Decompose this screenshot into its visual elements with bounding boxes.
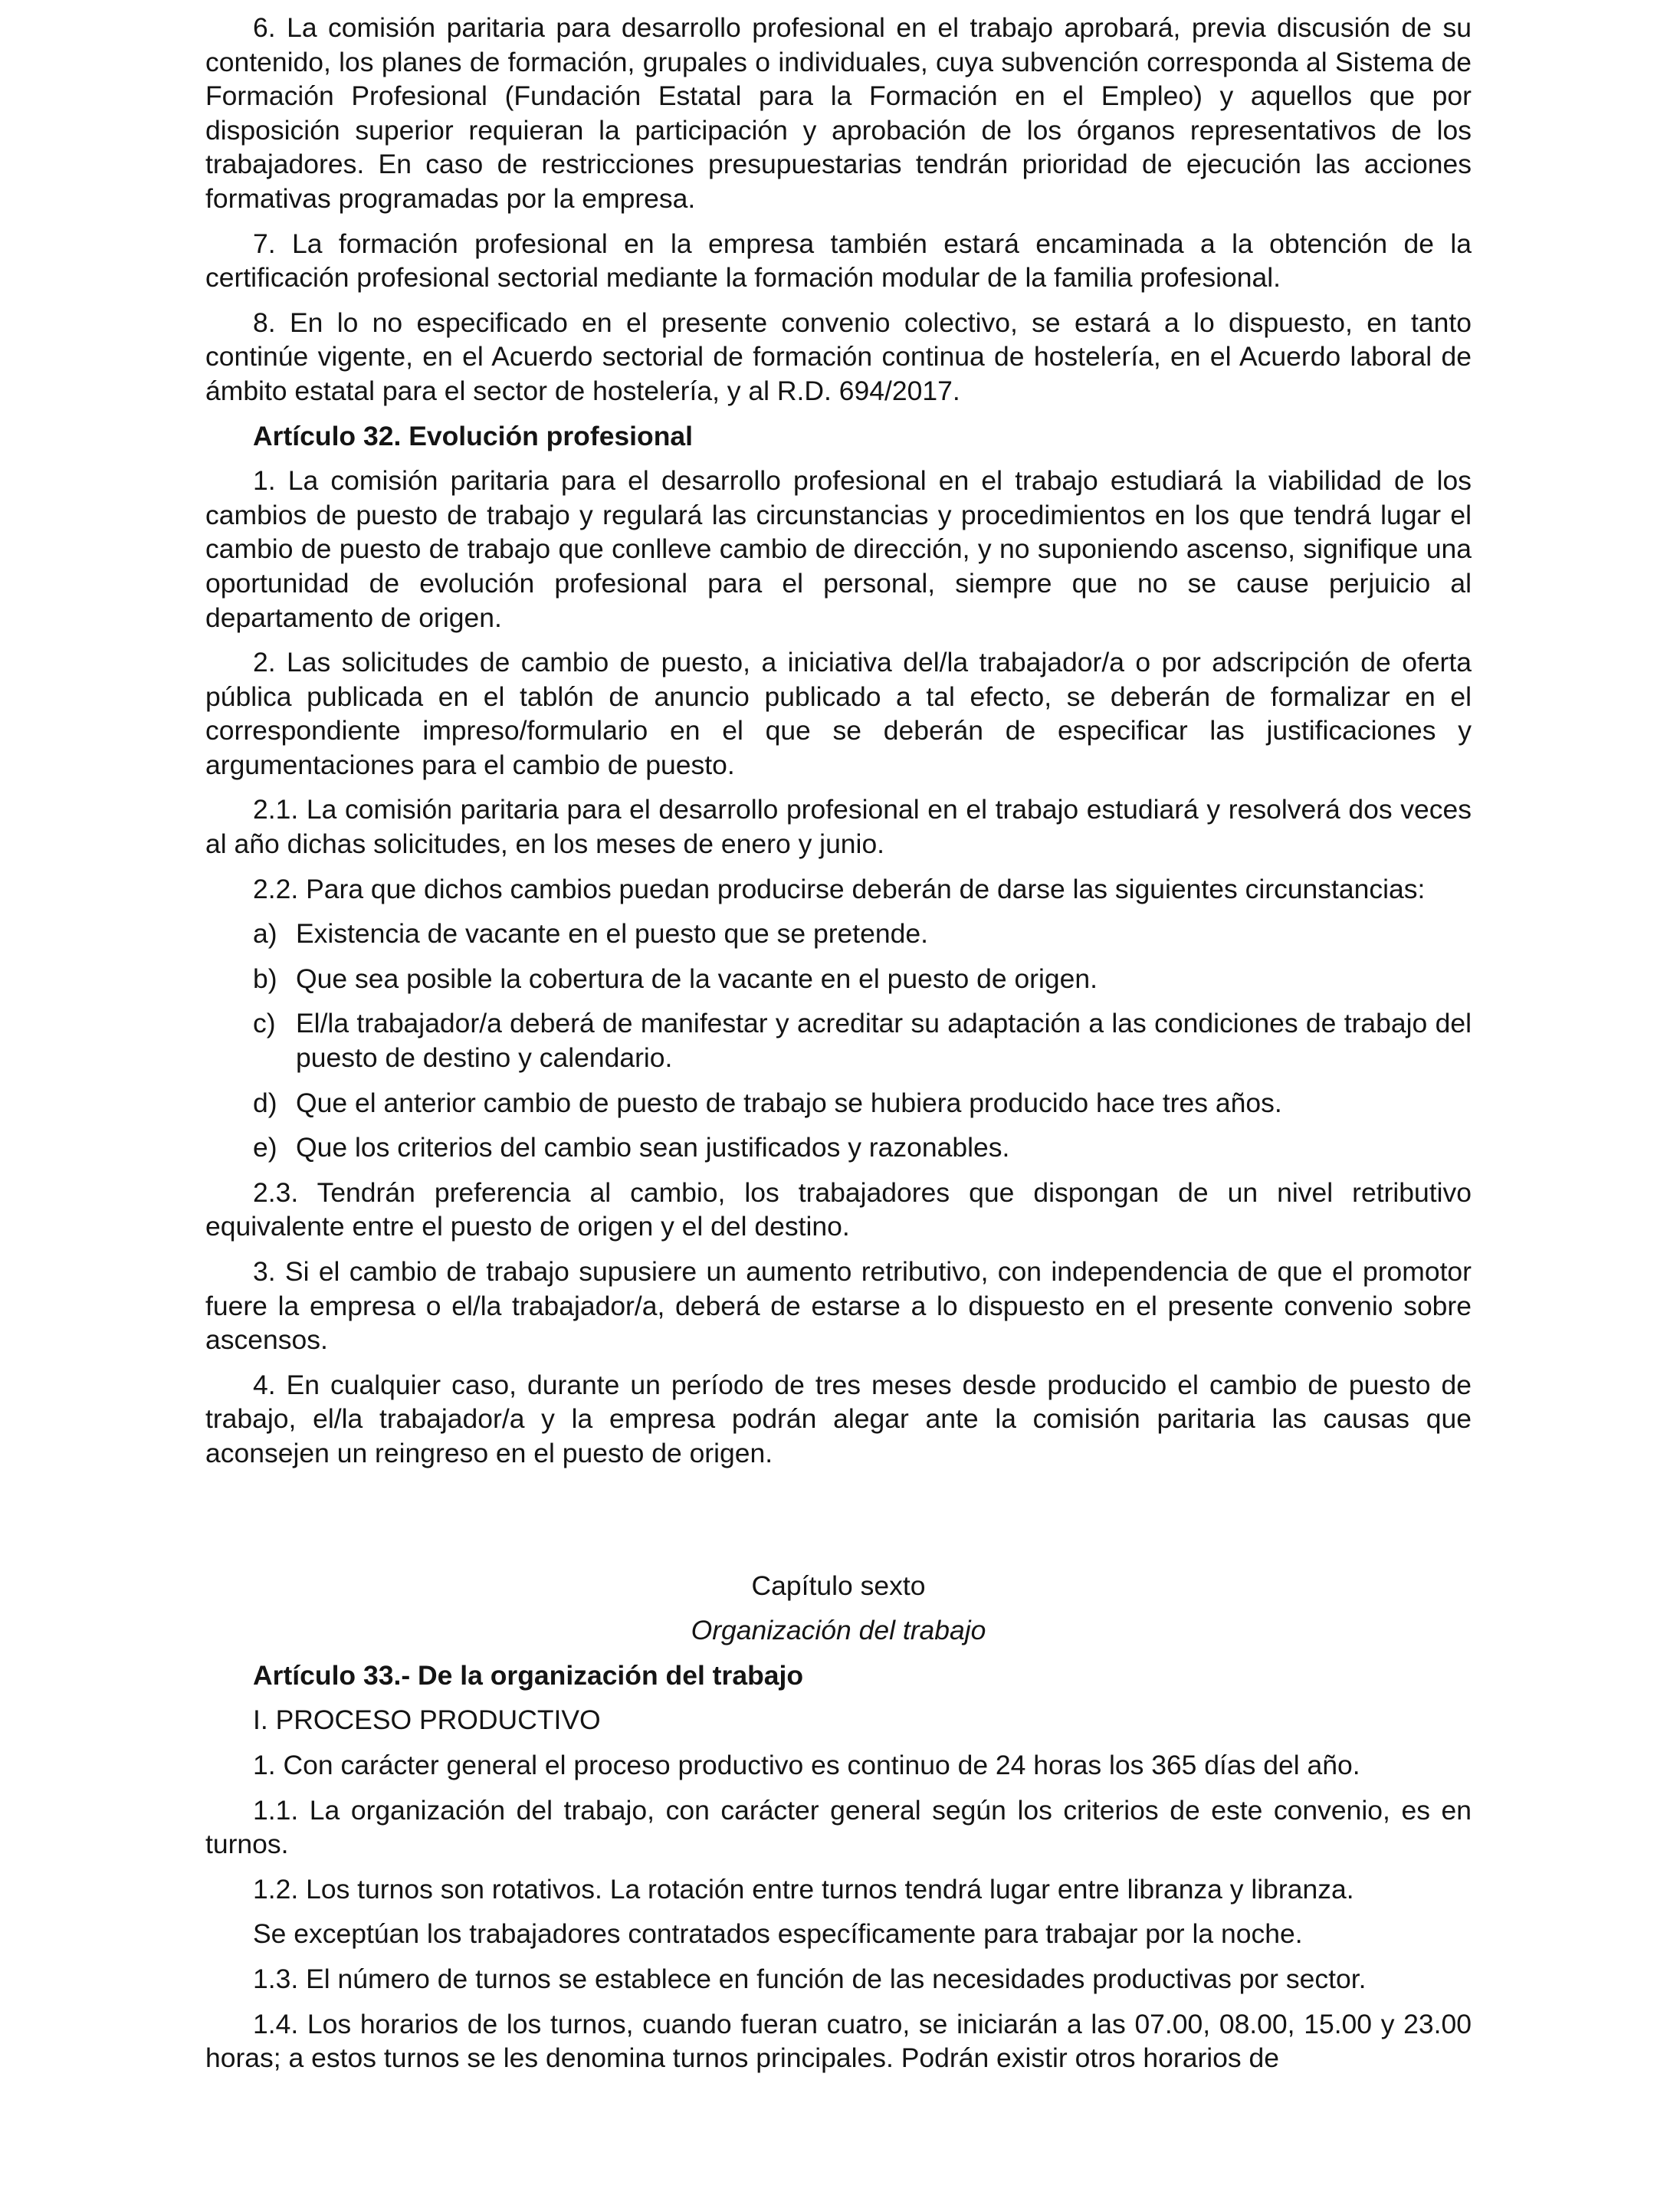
list-text: Que sea posible la cobertura de la vacante en el puesto de origen. bbox=[296, 963, 1098, 994]
art33-paragraph-1-4: 1.4. Los horarios de los turnos, cuando fueran cuatro, se iniciarán a las 07.00, 08.00, 15.00 y 23.00 horas; a estos turnos se les denomina turnos principales. Podrán existir otros horarios de bbox=[205, 2008, 1472, 2074]
chapter-title: Capítulo sexto bbox=[751, 1570, 926, 1601]
list-text: Que los criterios del cambio sean justificados y razonables. bbox=[296, 1132, 1010, 1163]
list-item-a bbox=[253, 917, 1472, 951]
list-text: El/la trabajador/a deberá de manifestar y acreditar su adaptación a las condiciones de trabajo del puesto de destino y calendario. bbox=[296, 1008, 1472, 1074]
art32-paragraph-4: 4. En cualquier caso, durante un período de tres meses desde producido el cambio de puesto de trabajo, el/la trabajador/a y la empresa podrán alegar ante la comisión paritaria las causas que aconsejen un reingreso en el puesto de origen. bbox=[205, 1369, 1472, 1468]
art33-paragraph-1-1: 1.1. La organización del trabajo, con carácter general según los criterios de este convenio, es en turnos. bbox=[205, 1794, 1472, 1860]
article-33-title: Artículo 33.- De la organización del trabajo bbox=[253, 1659, 804, 1691]
list-text: Existencia de vacante en el puesto que se pretende. bbox=[296, 918, 928, 950]
list-text: Que el anterior cambio de puesto de trabajo se hubiera producido hace tres años. bbox=[296, 1087, 1282, 1118]
list-label: c) bbox=[253, 1008, 276, 1039]
article-32-title: Artículo 32. Evolución profesional bbox=[253, 420, 694, 451]
art33-paragraph-1-3: 1.3. El número de turnos se establece en función de las necesidades productivas por sector. bbox=[253, 1963, 1367, 1994]
list-label: b) bbox=[253, 963, 277, 994]
chapter-subtitle: Organización del trabajo bbox=[691, 1615, 986, 1646]
art33-paragraph-1: 1. Con carácter general el proceso productivo es continuo de 24 horas los 365 días del año. bbox=[253, 1749, 1360, 1780]
paragraph-6: 6. La comisión paritaria para desarrollo profesional en el trabajo aprobará, previa discusión de su contenido, los planes de formación, grupales o individuales, cuya subvención corresponda al Sistema de Formación Profesional (Fundación Estatal para la Formación en el Empleo) y aquellos que por disposición superior requieran la participación y aprobación de los órganos representativos de los trabajadores. En caso de restricciones presupuestarias tendrán prioridad de ejecución las acciones formativas programadas por la empresa. bbox=[205, 12, 1472, 214]
document-page bbox=[205, 11, 1472, 2187]
art32-paragraph-2-3: 2.3. Tendrán preferencia al cambio, los trabajadores que dispongan de un nivel retributivo equivalente entre el puesto de origen y el del destino. bbox=[205, 1176, 1472, 1242]
list-label: d) bbox=[253, 1087, 277, 1118]
art32-paragraph-1: 1. La comisión paritaria para el desarrollo profesional en el trabajo estudiará la viabilidad de los cambios de puesto de trabajo y regulará las circunstancias y procedimientos en los que tendrá lugar el cambio de puesto de trabajo que conlleve cambio de dirección, y no suponiendo ascenso, signifique una oportunidad de evolución profesional para el personal, siempre que no se cause perjuicio al departamento de origen. bbox=[205, 465, 1472, 633]
art32-paragraph-2-1: 2.1. La comisión paritaria para el desarrollo profesional en el trabajo estudiará y resolverá dos veces al año dichas solicitudes, en los meses de enero y junio. bbox=[205, 794, 1472, 860]
list-item-c bbox=[253, 1006, 1472, 1075]
art32-paragraph-2: 2. Las solicitudes de cambio de puesto, a iniciativa del/la trabajador/a o por adscripción de oferta pública publicada en el tablón de anuncio publicado a tal efecto, se deberán de formalizar en el correspondiente impreso/formulario en el que se deberán de especificar las justificaciones y argumentaciones para el cambio de puesto. bbox=[205, 647, 1472, 780]
list-item-b bbox=[253, 962, 1472, 996]
list-item-d bbox=[253, 1086, 1472, 1120]
list-item-e bbox=[253, 1130, 1472, 1165]
art32-paragraph-3: 3. Si el cambio de trabajo supusiere un aumento retributivo, con independencia de que el promotor fuere la empresa o el/la trabajador/a, deberá de estarse a lo dispuesto en el presente convenio sobre ascensos. bbox=[205, 1256, 1472, 1356]
art33-paragraph-1-2-note: Se exceptúan los trabajadores contratados específicamente para trabajar por la noche. bbox=[253, 1918, 1303, 1950]
paragraph-7: 7. La formación profesional en la empresa también estará encaminada a la obtención de la certificación profesional sectorial mediante la formación modular de la familia profesional. bbox=[205, 228, 1472, 294]
section-heading: I. PROCESO PRODUCTIVO bbox=[253, 1704, 601, 1736]
list-label: e) bbox=[253, 1132, 277, 1163]
art32-paragraph-2-2: 2.2. Para que dichos cambios puedan producirse deberán de darse las siguientes circunstancias: bbox=[253, 873, 1426, 904]
list-label: a) bbox=[253, 918, 277, 950]
paragraph-8: 8. En lo no especificado en el presente convenio colectivo, se estará a lo dispuesto, en tanto continúe vigente, en el Acuerdo sectorial de formación continua de hostelería, en el Acuerdo laboral de ámbito estatal para el sector de hostelería, y al R.D. 694/2017. bbox=[205, 307, 1472, 406]
art33-paragraph-1-2: 1.2. Los turnos son rotativos. La rotación entre turnos tendrá lugar entre libranza y libranza. bbox=[253, 1873, 1354, 1905]
